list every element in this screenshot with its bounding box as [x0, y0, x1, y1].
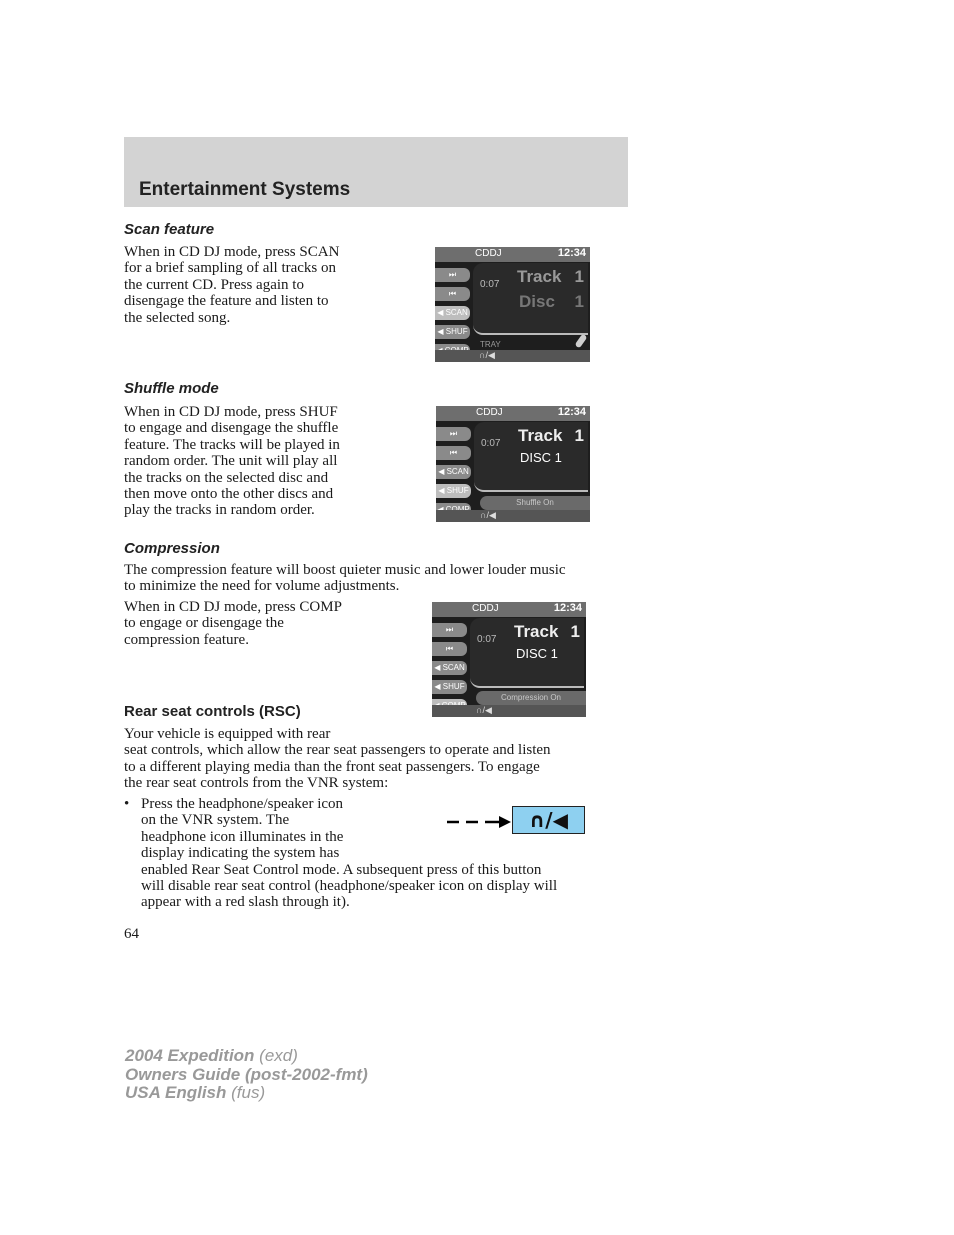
- tray-label: TRAY: [480, 340, 501, 349]
- text-line: the rear seat controls from the VNR system:: [124, 775, 389, 792]
- scan-heading: Scan feature: [124, 221, 215, 238]
- text-line: on the VNR system. The: [141, 812, 290, 829]
- disc-label: DISC 1: [516, 646, 558, 661]
- shuffle-display-image: [436, 406, 590, 522]
- track-label: Track: [517, 267, 562, 286]
- text-line: appear with a red slash through it).: [141, 894, 350, 911]
- prev-button: ⏮: [436, 446, 471, 460]
- shuffle-text: [124, 404, 340, 519]
- rsc-bullet-text: [141, 796, 557, 911]
- text-line: to a different playing media than the front seat passengers. To engage: [124, 758, 540, 775]
- display-bottom-bar: [436, 510, 590, 522]
- track-label: Track: [518, 426, 563, 445]
- footer-model-code: (exd): [254, 1046, 298, 1065]
- text-line: compression feature.: [124, 631, 249, 648]
- footer-guide: Owners Guide (post-2002-fmt): [125, 1064, 368, 1084]
- text-line: play the tracks in random order.: [124, 502, 315, 519]
- display-bottom-bar: [435, 350, 590, 362]
- text-line: Press the headphone/speaker icon: [141, 796, 344, 812]
- headphone-icon: ∩/◀: [479, 350, 495, 360]
- footer-language-code: (fus): [226, 1083, 266, 1102]
- headphone-speaker-icon: ∩/◀: [529, 808, 568, 832]
- footer-line-2: [125, 1066, 368, 1085]
- prev-button: ⏮: [435, 287, 470, 301]
- display-clock: 12:34: [557, 406, 586, 418]
- text-line: the current CD. Press again to: [124, 276, 304, 293]
- text-line: will disable rear seat control (headphone/speaker icon on display will: [141, 878, 558, 895]
- text-line: feature. The tracks will be played in: [124, 436, 340, 453]
- display-mode: CDDJ: [476, 407, 503, 418]
- footer-line-3: [125, 1084, 368, 1103]
- scan-button: ◀ SCAN: [436, 465, 471, 479]
- headphone-speaker-button[interactable]: [512, 806, 585, 834]
- text-line: the tracks on the selected disc and: [124, 469, 329, 486]
- disc-number: 1: [574, 292, 584, 311]
- compression-heading: Compression: [124, 540, 220, 557]
- text-line: display indicating the system has: [141, 845, 340, 862]
- display-mode: CDDJ: [472, 603, 499, 614]
- elapsed-time: 0:07: [481, 438, 501, 449]
- shuffle-status: Shuffle On: [480, 496, 590, 510]
- display-clock: 12:34: [553, 602, 582, 614]
- text-line: The compression feature will boost quieter music and lower louder music: [124, 562, 566, 578]
- document-footer: [125, 1047, 368, 1103]
- next-button: ⏭: [436, 427, 471, 441]
- text-line: When in CD DJ mode, press SCAN: [124, 244, 340, 260]
- text-line: When in CD DJ mode, press SHUF: [124, 404, 338, 420]
- shuffle-heading: Shuffle mode: [124, 380, 219, 397]
- compression-intro: [124, 562, 566, 595]
- disc-icon: [575, 334, 588, 349]
- scan-display-image: [435, 247, 590, 362]
- display-mode: CDDJ: [475, 248, 502, 259]
- text-line: Your vehicle is equipped with rear: [124, 726, 331, 742]
- footer-line-1: [125, 1047, 368, 1066]
- text-line: the selected song.: [124, 309, 231, 326]
- text-line: to engage and disengage the shuffle: [124, 420, 339, 437]
- text-line: for a brief sampling of all tracks on: [124, 260, 337, 277]
- text-line: headphone icon illuminates in the: [141, 828, 344, 845]
- section-header-band: [124, 137, 628, 207]
- headphone-icon: ∩/◀: [476, 705, 492, 715]
- disc-label: DISC 1: [520, 450, 562, 465]
- headphone-icon: ∩/◀: [480, 510, 496, 520]
- rsc-text: [124, 726, 551, 792]
- track-number: 1: [574, 426, 584, 445]
- track-number: 1: [570, 622, 580, 641]
- compression-text: [124, 599, 342, 648]
- next-button: ⏭: [432, 623, 467, 637]
- section-title: Entertainment Systems: [139, 179, 351, 200]
- rsc-heading: Rear seat controls (RSC): [124, 703, 301, 720]
- display-bottom-bar: [432, 705, 586, 717]
- text-line: When in CD DJ mode, press COMP: [124, 599, 342, 615]
- text-line: random order. The unit will play all: [124, 453, 338, 470]
- bullet-marker: •: [124, 796, 130, 812]
- text-line: to engage or disengage the: [124, 615, 284, 632]
- text-line: disengage the feature and listen to: [124, 293, 329, 310]
- shuf-button: ◀ SHUF: [435, 325, 470, 339]
- shuf-button: ◀ SHUF: [432, 680, 467, 694]
- scan-text: [124, 244, 339, 326]
- shuf-button: ◀ SHUF: [436, 484, 471, 498]
- elapsed-time: 0:07: [480, 279, 500, 290]
- display-clock: 12:34: [557, 247, 586, 259]
- text-line: then move onto the other discs and: [124, 486, 334, 503]
- track-number: 1: [574, 267, 584, 286]
- dashed-arrow-icon: [447, 815, 511, 829]
- track-label: Track: [514, 622, 559, 641]
- page-number: 64: [124, 926, 139, 942]
- scan-button: ◀ SCAN: [435, 306, 470, 320]
- prev-button: ⏮: [432, 642, 467, 656]
- scan-button: ◀ SCAN: [432, 661, 467, 675]
- next-button: ⏭: [435, 268, 470, 282]
- text-line: to minimize the need for volume adjustments.: [124, 578, 400, 595]
- footer-language: USA English: [125, 1083, 227, 1102]
- elapsed-time: 0:07: [477, 634, 497, 645]
- text-line: enabled Rear Seat Control mode. A subsequent press of this button: [141, 861, 542, 878]
- compression-status: Compression On: [476, 691, 586, 705]
- footer-model: 2004 Expedition: [125, 1046, 255, 1065]
- compression-display-image: [432, 602, 586, 717]
- disc-label: Disc: [519, 292, 555, 311]
- text-line: seat controls, which allow the rear seat passengers to operate and listen: [124, 742, 551, 759]
